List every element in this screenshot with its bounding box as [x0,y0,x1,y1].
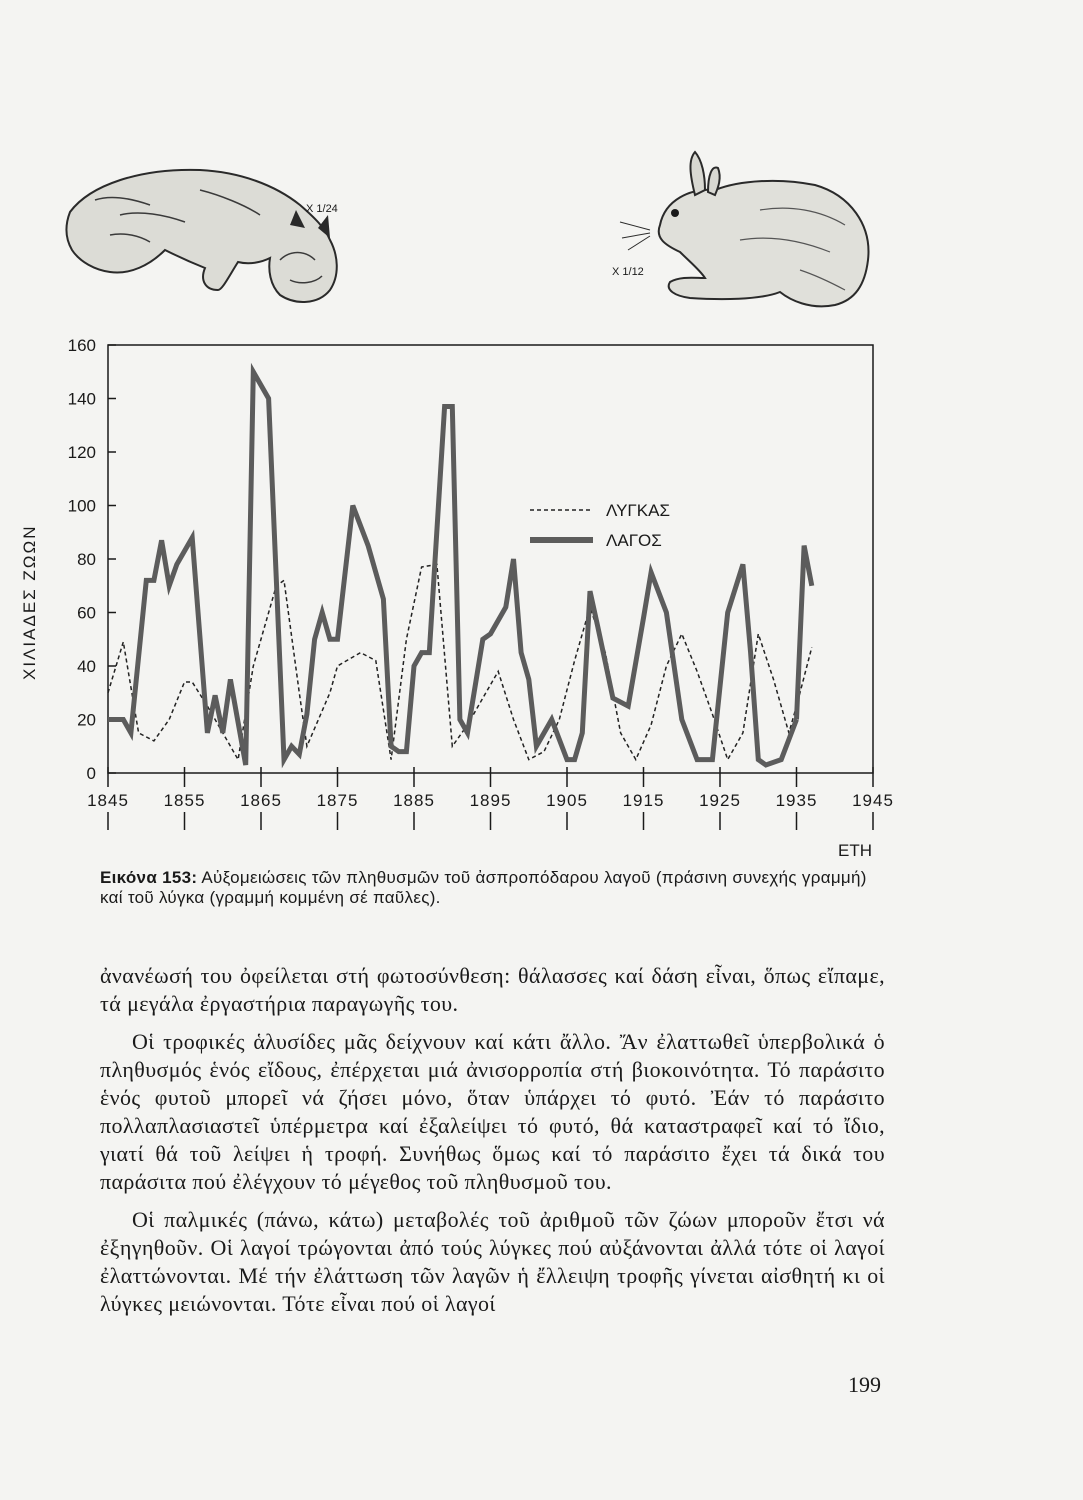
hare-illustration [612,152,868,306]
x-tick-label: 1845 [87,791,129,810]
y-tick-label: 100 [67,496,96,516]
y-tick-label: 60 [77,603,96,623]
x-tick-label: 1915 [622,791,665,810]
y-tick-label: 140 [67,389,96,409]
y-tick-label: 20 [77,710,96,730]
lynx-illustration [66,170,337,302]
y-tick-label: 160 [67,336,96,355]
lynx-scale-label: X 1/24 [306,203,338,215]
caption-label: Εικόνα 153: [100,868,198,887]
legend-label-lynx: ΛΥΓΚΑΣ [606,501,670,520]
y-tick-label: 120 [67,443,96,462]
x-tick-label: 1865 [240,791,282,810]
x-tick-label: 1885 [393,791,435,810]
paragraph: ἀνανέωσή του ὀφείλεται στή φωτοσύνθεση: θάλασσες καί δάση εἶναι, ὅπως εἴπαμε, τά μεγάλα ἐργαστήρια παραγωγῆς του. [100,963,885,1016]
hare-scale-label: X 1/12 [612,266,644,278]
legend [530,501,670,550]
x-tick-label: 1855 [163,791,206,810]
x-axis [87,767,894,830]
y-tick-label: 80 [77,550,96,569]
caption-text: Αὐξομειώσεις τῶν πληθυσμῶν τοῦ ἀσπροπόδαρου λαγοῦ (πράσινη συνεχής γραμμή) καί τοῦ λύγκα (γραμμή κομμένη σέ παῦλες). [100,868,867,907]
x-tick-label: 1945 [852,791,894,810]
paragraph: Οἱ τροφικές ἁλυσίδες μᾶς δείχνουν καί κάτι ἄλλο. Ἄν ἐλαττωθεῖ ὑπερβολικά ὁ πληθυσμός ἑνός εἴδους, ἐπέρχεται μιά ἀνισορροπία στή βιοκοινότητα. Τό παράσιτο ἑνός φυτοῦ μπορεῖ νά ζήσει μόνο, ὅταν ὑπάρχει τό φυτό. Ἐάν τό παράσιτο πολλαπλασιαστεῖ ὑπέρμετρα καί ἐξαλείψει τό φυτό, θά καταστραφεῖ καί τό ἴδιο, γιατί θά τοῦ λείψει ἡ τροφή. Συνήθως ὅμως καί τό παράσιτο ἔχει τά δικά του παράσιτα πού ἐλέγχουν τό μέγεθος τοῦ πληθυσμοῦ του. [100,1029,885,1194]
y-tick-label: 0 [86,764,96,783]
paragraph: Οἱ παλμικές (πάνω, κάτω) μεταβολές τοῦ ἀριθμοῦ τῶν ζώων μποροῦν ἔτσι νά ἐξηγηθοῦν. Οἱ λαγοί τρώγονται ἀπό τούς λύγκες πού αὐξάνονται ἀλλά τότε οἱ λαγοί ἐλαττώνονται. Μέ τήν ἐλάττωση τῶν λαγῶν ἡ ἔλλειψη τροφῆς γίνεται αἰσθητή κι οἱ λύγκες μειώνονται. Τότε εἶναι πού οἱ λαγοί [100,1207,885,1316]
x-tick-label: 1875 [316,791,359,810]
series-line-hare [797,546,812,720]
y-axis-title: ΧΙΛΙΑΔΕΣ ΖΩΩΝ [20,524,39,680]
x-tick-label: 1935 [775,791,818,810]
figure-caption [100,868,890,908]
y-tick-label: 40 [77,657,96,676]
x-tick-label: 1925 [699,791,741,810]
page-number: 199 [848,1372,881,1397]
x-tick-label: 1905 [546,791,588,810]
plot-frame [108,345,873,773]
series-line-hare [108,372,797,765]
legend-label-hare: ΛΑΓΟΣ [606,531,662,550]
x-tick-label: 1895 [469,791,512,810]
x-axis-title: ΕΤΗ [838,841,872,860]
series-layer [108,372,812,765]
body-text [100,962,885,1328]
